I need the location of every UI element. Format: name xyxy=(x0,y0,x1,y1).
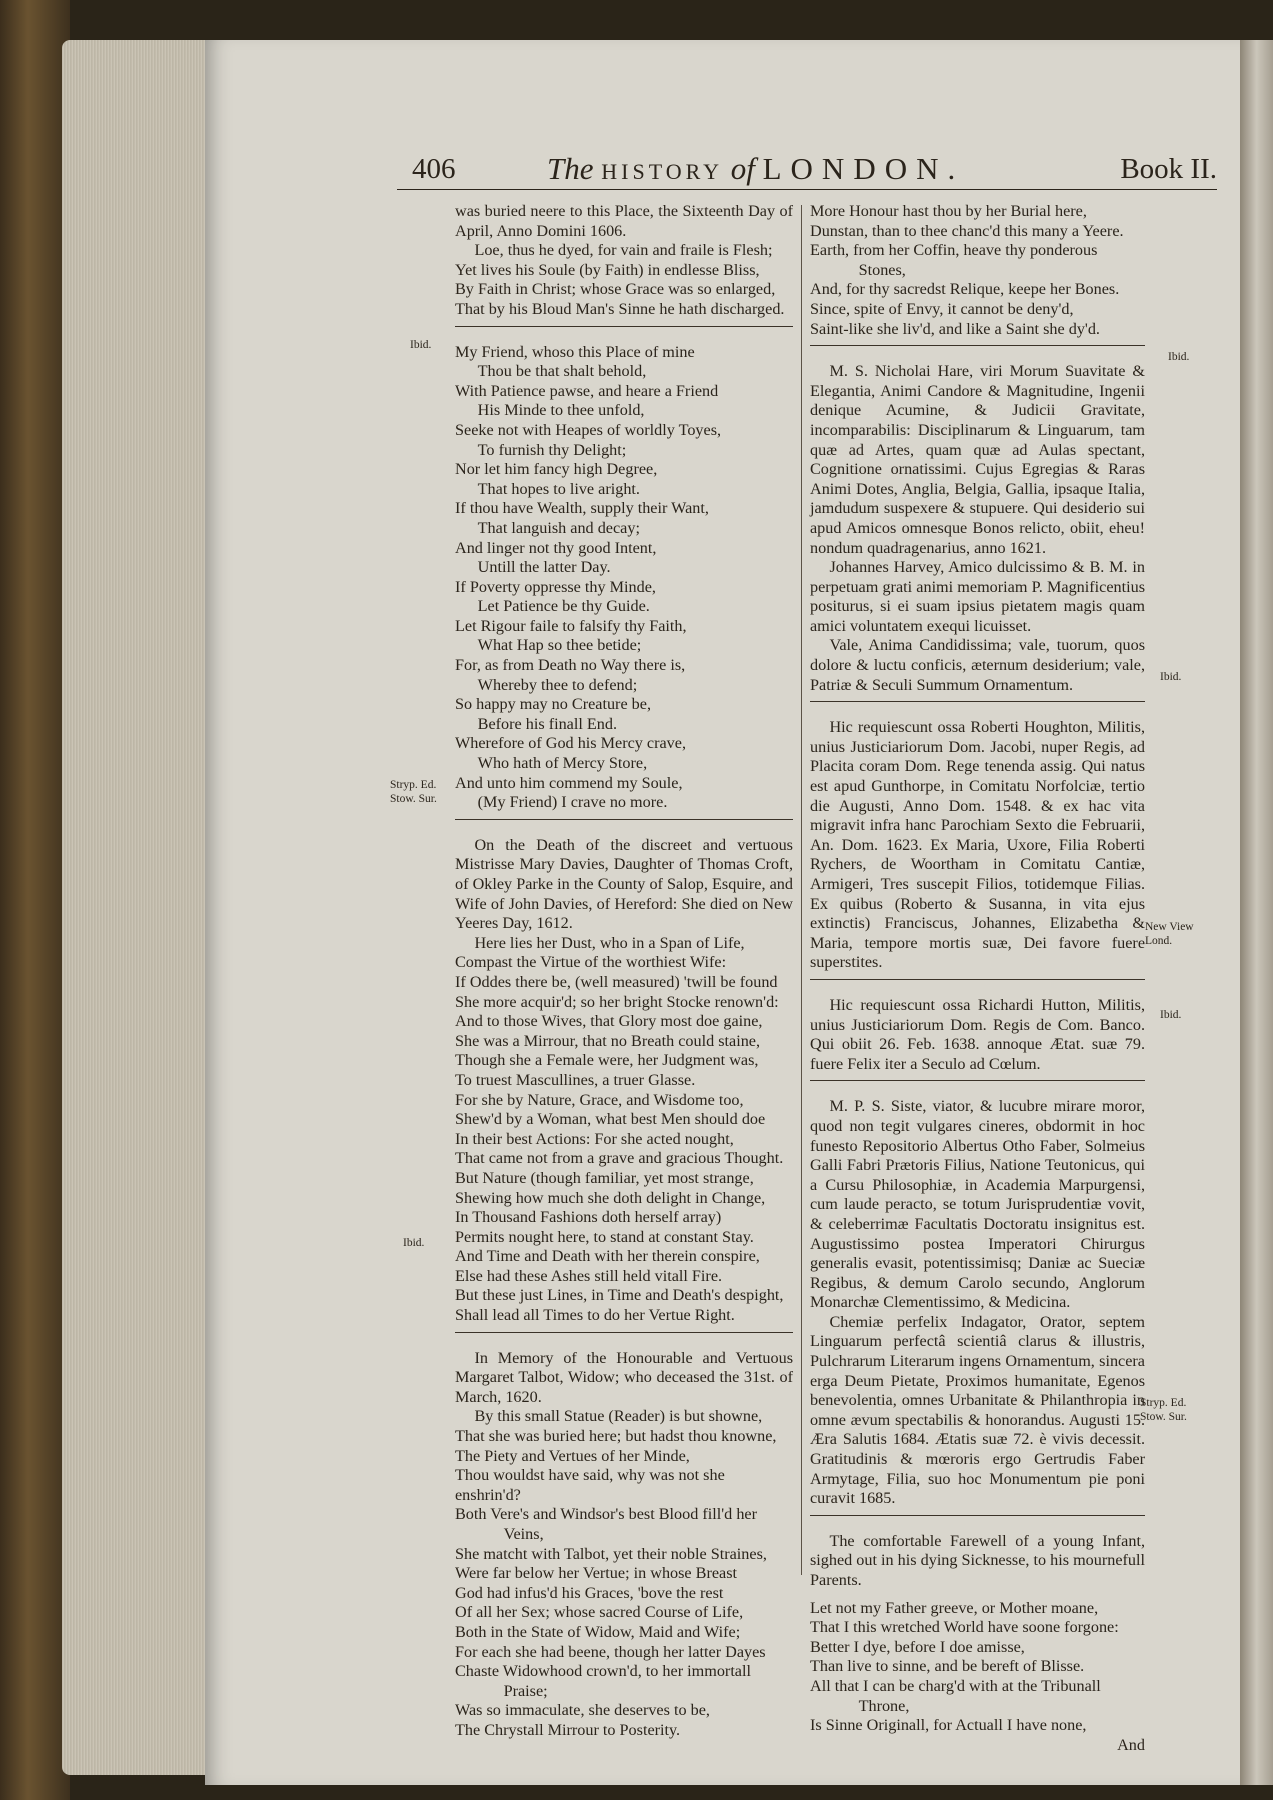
verse-line: She was a Mirrour, that no Breath could staine, xyxy=(455,1031,761,1050)
verse-line: Seeke not with Heapes of worldly Toyes, xyxy=(455,420,722,439)
verse-line: More Honour hast thou by her Burial here, xyxy=(810,202,1087,220)
verse-line: And unto him commend my Soule, xyxy=(455,773,683,792)
section-rule xyxy=(810,701,1145,702)
verse-line: Stones, xyxy=(858,260,906,279)
verse-line: For, as from Death no Way there is, xyxy=(455,656,686,675)
verse-line: With Patience pawse, and heare a Friend xyxy=(455,381,719,400)
verse-line: (My Friend) I crave no more. xyxy=(477,793,668,812)
verse-line: That came not from a grave and gracious Thought. xyxy=(455,1149,784,1168)
verse-line: His Minde to thee unfold, xyxy=(477,401,645,420)
epitaph-text: Johannes Harvey, Amico dulcissimo & B. M. in perpetuam grati animi memoriam P. Magnificentius positurus, si ei suam ipsius pietatem magis quam amici voluntatem exequi licuisset. xyxy=(810,558,1145,635)
verse-line: That hopes to live aright. xyxy=(477,479,640,498)
verse-line: Praise; xyxy=(503,1681,548,1700)
verse-line: Yet lives his Soule (by Faith) in endlesse Bliss, xyxy=(455,260,760,279)
verse-line: Throne, xyxy=(858,1696,910,1715)
margin-note-line: New View xyxy=(1145,921,1194,933)
verse-line: Wherefore of God his Mercy crave, xyxy=(455,734,687,753)
verse-line: That she was buried here; but hadst thou knowne, xyxy=(455,1427,777,1446)
margin-note-ibid: Ibid. xyxy=(1160,1009,1182,1021)
verse-line: In Thousand Fashions doth herself array) xyxy=(455,1208,722,1227)
verse-line: For she by Nature, Grace, and Wisdome too, xyxy=(455,1090,744,1109)
verse-line: Let Rigour faile to falsify thy Faith, xyxy=(455,616,687,635)
column-divider xyxy=(801,205,802,1575)
margin-note-ibid: Ibid. xyxy=(1168,351,1190,363)
margin-note-line: Stow. Sur. xyxy=(1140,1411,1187,1423)
verse-line: By this small Statue (Reader) is but showne, xyxy=(474,1407,763,1426)
section-rule xyxy=(455,326,793,327)
right-column xyxy=(810,202,1145,1755)
verse-line: Here lies her Dust, who in a Span of Life, xyxy=(474,933,745,952)
verse-line: In their best Actions: For she acted nought, xyxy=(455,1129,734,1148)
verse-line: That I this wretched World have soone forgone: xyxy=(810,1618,1119,1637)
page-number: 406 xyxy=(412,153,456,185)
verse-line: If Poverty oppresse thy Minde, xyxy=(455,577,656,596)
verse-line: Better I dye, before I doe amisse, xyxy=(810,1637,1025,1656)
running-title xyxy=(547,151,964,187)
margin-note-line: Stryp. Ed. xyxy=(1140,1397,1187,1409)
title-the: The xyxy=(547,151,594,186)
verse-line: Was so immaculate, she deserves to be, xyxy=(455,1701,710,1720)
epitaph-intro: The comfortable Farewell of a young Infant, sighed out in his dying Sicknesse, to his mournefull Parents. xyxy=(810,1531,1145,1589)
verse-line: If Oddes there be, (well measured) 'twill be found xyxy=(455,972,778,991)
margin-note-stryp xyxy=(390,778,437,806)
verse-line: God had infus'd his Graces, 'bove the rest xyxy=(455,1583,724,1602)
verse-line: What Hap so thee betide; xyxy=(477,636,642,655)
epitaph-text: Hic requiescunt ossa Roberti Houghton, Militis, unius Justiciariorum Dom. Jacobi, nuper Regis, ad Placita coram Dom. Rege tenenda assig. Qui natus est apud Gunthorpe, in Comitatu Norfolciæ, tertio die Augusti, Anno Dom. 1548. & ex hac vita migravit infra hanc Parochiam Sexto die Februarii, An. Dom. 1623. Ex Maria, Uxore, Filia Roberti Rychers, de Woortham in Comitatu Cantiæ, Armigeri, Tres suscepit Filios, totidemque Filias. Ex quibus (Roberto & Susanna, in vita ejus extinctis) Franciscus, Johannes, Elizabetha & Maria, tempore mortis suæ, Dei favore fuere superstites. xyxy=(810,718,1145,972)
verse-line: To furnish thy Delight; xyxy=(477,440,627,459)
verse-line: Both in the State of Widow, Maid and Wife; xyxy=(455,1622,741,1641)
margin-note-ibid: Ibid. xyxy=(1160,671,1182,683)
verse-line: Whereby thee to defend; xyxy=(477,675,638,694)
verse-line: She more acquir'd; so her bright Stocke renown'd: xyxy=(455,992,779,1011)
margin-note-newview xyxy=(1145,920,1194,948)
verse-line: Earth, from her Coffin, heave thy ponderous xyxy=(810,241,1098,260)
verse-line: Than live to sinne, and be bereft of Blisse. xyxy=(810,1657,1085,1676)
margin-note-line: Stryp. Ed. xyxy=(390,779,437,791)
margin-note-line: Lond. xyxy=(1145,935,1173,947)
verse-line: Let Patience be thy Guide. xyxy=(477,597,650,616)
verse-line: Both Vere's and Windsor's best Blood fill'd her xyxy=(455,1505,757,1524)
verse-line: My Friend, whoso this Place of mine xyxy=(455,342,695,361)
book-label: Book II. xyxy=(1120,153,1217,185)
section-rule xyxy=(810,1080,1145,1081)
verse-line: By Faith in Christ; whose Grace was so enlarged, xyxy=(455,280,776,299)
margin-note-line: Stow. Sur. xyxy=(390,793,437,805)
running-header xyxy=(397,149,1217,190)
verse-line: Before his finall End. xyxy=(477,714,618,733)
title-history: HISTORY xyxy=(601,159,723,184)
verse-line: Chaste Widowhood crown'd, to her immortall xyxy=(455,1662,751,1681)
verse-line: And to those Wives, that Glory most doe gaine, xyxy=(455,1012,763,1031)
epitaph-text: Hic requiescunt ossa Richardi Hutton, Militis, unius Justiciariorum Dom. Regis de Com. Banco. Qui obiit 26. Feb. 1638. annoque Ætat. suæ 79. fuere Felix iter a Seculo ad Cœlum. xyxy=(810,995,1145,1073)
epitaph-text: M. P. S. Siste, viator, & lucubre mirare moror, quod non tegit vulgares cineres, obdormit in hoc funesto Repositorio Albertus Otho Faber, Solmeius Galli Fabri Prætoris Filius, Natione Teutonicus, qui a Cursu Philosophiæ, in Academia Marpurgensi, cum laude peracto, se totum Jurisprudentiæ vovit, & celeberrimæ Facultatis Doctoratu insignitus est. Augustissimo postea Imperatori Chirurgus generalis evasit, potentissimisq; Daniæ ac Sueciæ Regibus, & demum Carolo secundo, Anglorum Monarchæ Clementissimo, & Medicina. xyxy=(810,1097,1145,1312)
verse-line: To truest Mascullines, a truer Glasse. xyxy=(455,1070,696,1089)
section-rule xyxy=(810,979,1145,980)
left-column xyxy=(455,202,793,1741)
verse-line: And Time and Death with her therein conspire, xyxy=(455,1247,760,1266)
epitaph-text: M. S. Nicholai Hare, viri Morum Suavitate & Elegantia, Animi Candore & Magnitudine, Ingenii denique Acumine, & Judicii Gravitate, incomparabilis: Disciplinarum & Linguarum, tam quæ ad Artes, quam quæ ad Aulas spectant, Cognitione ornatissimi. Cujus Egregias & Raras Animi Dotes, Anglia, Belgia, Gallia, ipsaque Italia, jamdudum suspexere & stupuere. Qui desiderio sui apud Amicos omnesque Bonos relicto, obiit, eheu! nondum quadragenarius, anno 1621. xyxy=(810,362,1145,557)
verse-line: But Nature (though familiar, yet most strange, xyxy=(455,1168,754,1187)
verse-line: Shall lead all Times to do her Vertue Right. xyxy=(455,1306,735,1325)
verse-line: Compast the Virtue of the worthiest Wife: xyxy=(455,953,727,972)
verse-line: Since, spite of Envy, it cannot be deny'd, xyxy=(810,299,1074,318)
epitaph-text: Chemiæ perfelix Indagator, Orator, septem Linguarum perfectâ scientiâ clarus & illustris, Pulchrarum Literarum ingens Ornamentum, sincera erga Deum Pietate, Proximos humanitate, Egenos benevolentia, omnes Urbanitate & Philanthropia in omne ævum spectabilis & honorandus. Augusti 15. Æra Salutis 1684. Ætatis suæ 72. è vivis decessit. Gratitudinis & mœroris ergo Gertrudis Faber Armytage, Filia, suo hoc Monumentum pie poni curavit 1685. xyxy=(810,1312,1145,1508)
text-line: was buried neere to this Place, the Sixteenth Day of April, Anno Domini 1606. xyxy=(455,202,793,240)
verse-line: Is Sinne Originall, for Actuall I have none, xyxy=(810,1716,1087,1735)
verse-line: And linger not thy good Intent, xyxy=(455,538,657,557)
catchword: And xyxy=(1117,1735,1145,1754)
page-edges xyxy=(62,40,212,1775)
verse-line: Who hath of Mercy Store, xyxy=(477,754,648,773)
epitaph-text: Vale, Anima Candidissima; vale, tuorum, quos dolore & luctu conficis, æternum desiderium; vale, Patriæ & Seculi Summum Ornamentum. xyxy=(810,636,1145,694)
verse-line: Veins, xyxy=(503,1525,544,1543)
verse-line: So happy may no Creature be, xyxy=(455,695,651,714)
verse-line: The Piety and Vertues of her Minde, xyxy=(455,1446,690,1465)
section-rule xyxy=(455,819,793,820)
verse-line: Nor let him fancy high Degree, xyxy=(455,460,658,479)
verse-line: Thou be that shalt behold, xyxy=(477,362,647,381)
section-rule xyxy=(810,1515,1145,1516)
margin-note-stryp xyxy=(1140,1396,1187,1424)
title-of: of xyxy=(730,151,755,186)
verse-line: Let not my Father greeve, or Mother moane, xyxy=(810,1598,1099,1617)
verse-line: If thou have Wealth, supply their Want, xyxy=(455,499,709,518)
verse-line: And, for thy sacredst Relique, keepe her Bones. xyxy=(810,280,1120,299)
verse-line: Permits nought here, to stand at constant Stay. xyxy=(455,1227,754,1246)
verse-line: The Chrystall Mirrour to Posterity. xyxy=(455,1720,681,1739)
verse-line: Loe, thus he dyed, for vain and fraile is Flesh; xyxy=(474,241,773,260)
verse-line: Though she a Female were, her Judgment was, xyxy=(455,1051,759,1070)
verse-line: Dunstan, than to thee chanc'd this many a Yeere. xyxy=(810,221,1124,240)
margin-note-ibid: Ibid. xyxy=(410,339,432,351)
epitaph-intro: On the Death of the discreet and vertuous Mistrisse Mary Davies, Daughter of Thomas Croft, of Okley Parke in the County of Salop, Esquire, and Wife of John Davies, of Hereford: She died on New Yeeres Day, 1612. xyxy=(455,835,793,933)
verse-line: Shew'd by a Woman, what best Men should doe xyxy=(455,1110,766,1129)
verse-line: That by his Bloud Man's Sinne he hath discharged. xyxy=(455,299,785,318)
verse-line: Shewing how much she doth delight in Change, xyxy=(455,1188,766,1207)
title-city: LONDON. xyxy=(762,151,965,186)
verse-line: Saint-like she liv'd, and like a Saint she dy'd. xyxy=(810,319,1100,338)
verse-line: Were far below her Vertue; in whose Breast xyxy=(455,1564,738,1583)
book-binding xyxy=(0,0,70,1800)
verse-line: Of all her Sex; whose sacred Course of Life, xyxy=(455,1603,744,1622)
section-rule xyxy=(810,345,1145,346)
epitaph-intro: In Memory of the Honourable and Vertuous Margaret Talbot, Widow; who deceased the 31st. of March, 1620. xyxy=(455,1348,793,1406)
verse-line: All that I can be charg'd with at the Tribunall xyxy=(810,1676,1101,1695)
verse-line: But these just Lines, in Time and Death's despight, xyxy=(455,1286,784,1305)
verse-line: Else had these Ashes still held vitall Fire. xyxy=(455,1266,723,1285)
verse-line: She matcht with Talbot, yet their noble Straines, xyxy=(455,1544,767,1563)
verse-line: That languish and decay; xyxy=(477,518,640,537)
facing-page-edge xyxy=(1240,40,1273,1785)
margin-note-ibid: Ibid. xyxy=(403,1237,425,1249)
verse-line: Thou wouldst have said, why was not she enshrin'd? xyxy=(455,1466,725,1504)
verse-line: Untill the latter Day. xyxy=(477,558,611,577)
verse-line: For each she had beene, though her latter Dayes xyxy=(455,1642,766,1661)
section-rule xyxy=(455,1332,793,1333)
